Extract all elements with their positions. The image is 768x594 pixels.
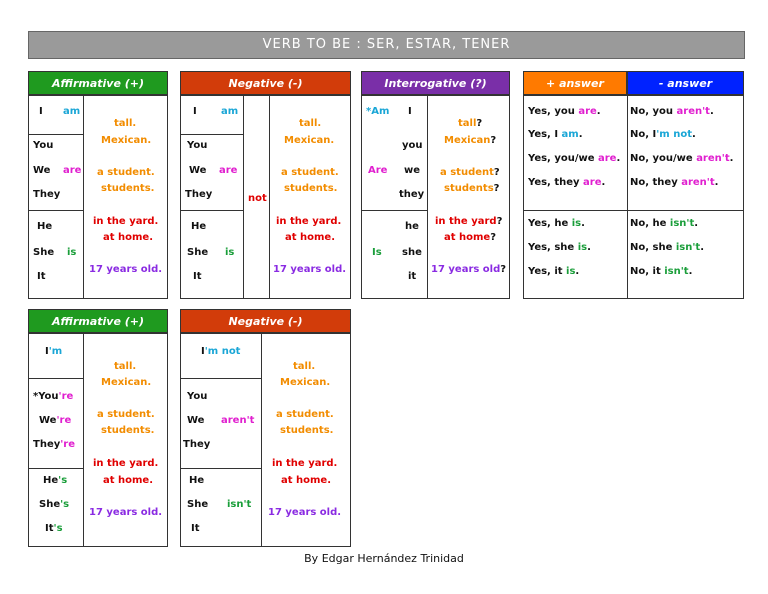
answer-lead: No, I: [630, 129, 657, 140]
negative-answer: [630, 177, 718, 188]
answer-verb: isn't: [675, 242, 701, 253]
answer-verb: are: [583, 177, 602, 188]
positive-answer: [528, 177, 605, 188]
complement-in-the-yard: in the yard: [435, 216, 497, 227]
pronoun-you: You: [187, 391, 208, 402]
author-credit: By Edgar Hernández Trinidad: [304, 552, 464, 565]
pronoun-it: It: [45, 523, 54, 534]
pronoun-she: She: [33, 247, 55, 258]
answer-end: .: [688, 266, 693, 277]
complement-17-years: 17 years old.: [273, 264, 347, 275]
answer-verb: is: [571, 218, 582, 229]
pronoun-he: He: [191, 221, 207, 232]
pronoun-they: They: [185, 189, 213, 200]
pronoun-she: She: [39, 499, 61, 510]
answer-end: .: [616, 153, 621, 164]
pronoun-i: I: [201, 346, 205, 357]
answer-verb: am: [561, 129, 579, 140]
complement-17-years: 17 years old: [431, 264, 501, 275]
complement-students: students.: [280, 425, 334, 436]
complement-students: students.: [101, 183, 155, 194]
verb-am: am: [63, 106, 81, 117]
positive-answer-header: + answer: [523, 71, 627, 95]
positive-answer: [528, 266, 579, 277]
answer-verb: aren't: [676, 106, 710, 117]
affirmative-table: [28, 95, 168, 299]
answer-lead: No, they: [630, 177, 682, 188]
answer-lead: Yes, she: [528, 242, 578, 253]
affirmative-contracted-header: Affirmative (+): [28, 309, 168, 333]
answer-end: .: [691, 129, 696, 140]
complement-at-home: at home: [444, 232, 491, 243]
answer-verb: isn't: [664, 266, 689, 277]
complement-students: students.: [101, 425, 155, 436]
complement-a-student: a student: [440, 167, 494, 178]
answer-lead: Yes, you/we: [528, 153, 598, 164]
pronoun-i: I: [45, 346, 49, 357]
pronoun-we: We: [187, 415, 205, 426]
pronoun-you: You: [187, 140, 208, 151]
complement-mexican: Mexican.: [280, 377, 331, 388]
pronoun-she: She: [187, 499, 209, 510]
answer-end: .: [729, 153, 734, 164]
interrogative-table: [361, 95, 510, 299]
contraction-re: 're: [56, 415, 72, 426]
answer-end: .: [601, 177, 606, 188]
question-mark: ?: [493, 183, 500, 194]
pronoun-they: They: [33, 439, 61, 450]
answer-end: .: [714, 177, 719, 188]
complement-17-years: 17 years old.: [268, 507, 342, 518]
verb-isnt: isn't: [227, 499, 252, 510]
negative-answer: [630, 218, 698, 229]
pronoun-he: he: [405, 221, 419, 232]
negative-answer: [630, 106, 714, 117]
answer-verb: are: [578, 106, 597, 117]
answer-end: .: [578, 129, 583, 140]
complement-students: students: [444, 183, 494, 194]
complement-a-student: a student.: [97, 167, 155, 178]
positive-answer: [528, 129, 583, 140]
complement-in-the-yard: in the yard.: [93, 458, 159, 469]
complement-in-the-yard: in the yard.: [93, 216, 159, 227]
answer-lead: No, it: [630, 266, 665, 277]
contraction-re: 're: [60, 439, 76, 450]
pronoun-we: we: [404, 165, 421, 176]
pronoun-he: He: [43, 475, 59, 486]
pronoun-he: He: [37, 221, 53, 232]
pronoun-it: It: [37, 271, 46, 282]
question-mark: ?: [500, 264, 507, 275]
verb-is-question: Is: [372, 247, 382, 258]
answer-lead: Yes, he: [528, 218, 572, 229]
complement-tall: tall: [458, 118, 477, 129]
contraction-s: 's: [60, 499, 70, 510]
complement-tall: tall.: [114, 361, 137, 372]
answer-lead: Yes, you: [528, 106, 579, 117]
answer-end: .: [581, 218, 585, 229]
contraction-re: 're: [58, 391, 74, 402]
answer-lead: Yes, they: [528, 177, 584, 188]
question-mark: ?: [490, 232, 497, 243]
contraction-m: 'm: [48, 346, 63, 357]
answer-end: .: [596, 106, 601, 117]
complement-tall: tall.: [114, 118, 137, 129]
negative-contracted-header: Negative (-): [180, 309, 351, 333]
negative-answer-header: - answer: [627, 71, 744, 95]
verb-are: are: [219, 165, 238, 176]
pronoun-he: He: [189, 475, 205, 486]
negative-table: [180, 95, 351, 299]
positive-answer: [528, 242, 591, 253]
verb-is: is: [225, 247, 235, 258]
complement-a-student: a student.: [281, 167, 339, 178]
pronoun-i: I: [193, 106, 197, 117]
page-title: VERB TO BE : SER, ESTAR, TENER: [28, 31, 745, 59]
complement-mexican: Mexican.: [284, 135, 335, 146]
complement-mexican: Mexican.: [101, 135, 152, 146]
negative-answer: [630, 129, 696, 140]
answer-end: .: [575, 266, 580, 277]
verb-are-question: Are: [368, 165, 388, 176]
positive-answer: [528, 106, 601, 117]
complement-17-years: 17 years old.: [89, 264, 163, 275]
pronoun-they: They: [183, 439, 211, 450]
positive-answer: [528, 153, 620, 164]
pronoun-it: It: [193, 271, 202, 282]
pronoun-we: We: [189, 165, 207, 176]
question-mark: ?: [496, 216, 503, 227]
negative-header: Negative (-): [180, 71, 351, 95]
pronoun-it: It: [191, 523, 200, 534]
contraction-s: 's: [58, 475, 68, 486]
interrogative-header: Interrogative (?): [361, 71, 510, 95]
answer-lead: No, you: [630, 106, 677, 117]
contraction-m-not: 'm not: [204, 346, 241, 357]
answer-end: .: [694, 218, 699, 229]
complement-students: students.: [284, 183, 338, 194]
pronoun-it: it: [408, 271, 417, 282]
verb-am-question: *Am: [366, 106, 390, 117]
pronoun-i: I: [39, 106, 43, 117]
answer-verb: aren't: [696, 153, 730, 164]
answer-verb: is: [566, 266, 576, 277]
answer-verb: 'm not: [656, 129, 692, 140]
complement-tall: tall.: [299, 118, 322, 129]
answer-verb: are: [598, 153, 617, 164]
question-mark: ?: [493, 167, 500, 178]
pronoun-we: We: [33, 165, 51, 176]
negative-answer: [630, 266, 692, 277]
answer-end: .: [587, 242, 591, 253]
verb-arent: aren't: [221, 415, 255, 426]
complement-in-the-yard: in the yard.: [276, 216, 342, 227]
answers-table: [523, 95, 744, 299]
pronoun-i: I: [408, 106, 412, 117]
pronoun-they: they: [399, 189, 425, 200]
complement-a-student: a student.: [97, 409, 155, 420]
complement-mexican: Mexican: [444, 135, 491, 146]
answer-verb: aren't: [681, 177, 715, 188]
answer-lead: No, you/we: [630, 153, 697, 164]
affirmative-contracted-table: [28, 333, 168, 547]
verb-is: is: [67, 247, 77, 258]
pronoun-she: she: [402, 247, 422, 258]
complement-at-home: at home.: [103, 475, 153, 486]
verb-am: am: [221, 106, 239, 117]
question-mark: ?: [490, 135, 497, 146]
pronoun-we: We: [39, 415, 57, 426]
pronoun-you: *You: [33, 391, 59, 402]
answer-end: .: [700, 242, 705, 253]
contraction-s: 's: [53, 523, 63, 534]
answer-lead: No, he: [630, 218, 670, 229]
answer-lead: Yes, I: [528, 129, 562, 140]
pronoun-you: you: [402, 140, 423, 151]
complement-at-home: at home.: [285, 232, 335, 243]
pronoun-they: They: [33, 189, 61, 200]
complement-a-student: a student.: [276, 409, 334, 420]
answer-verb: isn't: [669, 218, 695, 229]
complement-at-home: at home.: [103, 232, 153, 243]
pronoun-you: You: [33, 140, 54, 151]
answer-verb: is: [577, 242, 588, 253]
answer-lead: Yes, it: [528, 266, 567, 277]
affirmative-header: Affirmative (+): [28, 71, 168, 95]
positive-answer: [528, 218, 585, 229]
pronoun-she: She: [187, 247, 209, 258]
complement-tall: tall.: [293, 361, 316, 372]
negative-answer: [630, 242, 704, 253]
answer-end: .: [709, 106, 714, 117]
complement-at-home: at home.: [281, 475, 331, 486]
answer-lead: No, she: [630, 242, 676, 253]
verb-are: are: [63, 165, 82, 176]
complement-in-the-yard: in the yard.: [272, 458, 338, 469]
negative-contracted-table: [180, 333, 351, 547]
negative-answer: [630, 153, 733, 164]
complement-mexican: Mexican.: [101, 377, 152, 388]
complement-17-years: 17 years old.: [89, 507, 163, 518]
negation-not: not: [248, 193, 267, 204]
question-mark: ?: [476, 118, 483, 129]
